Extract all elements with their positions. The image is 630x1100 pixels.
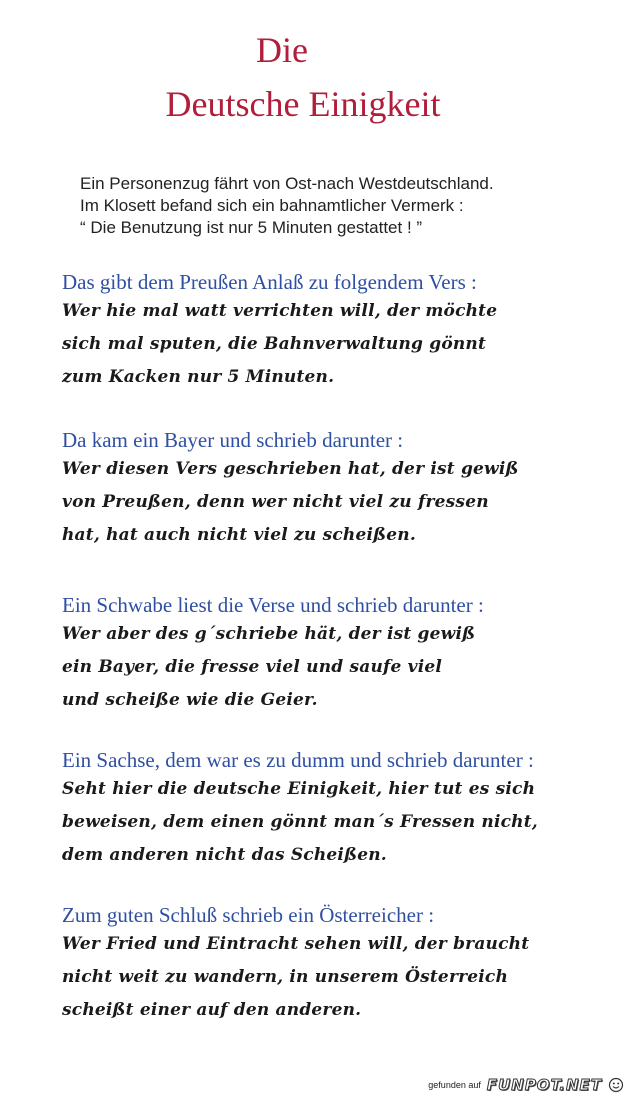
section-heading: Da kam ein Bayer und schrieb darunter :	[62, 428, 404, 452]
title-line-2: Deutsche Einigkeit	[165, 84, 441, 124]
title-line-1: Die	[256, 30, 308, 70]
verse-line: scheißt einer auf den anderen.	[62, 1000, 362, 1020]
section-heading: Zum guten Schluß schrieb ein Österreicher :	[62, 903, 435, 927]
brand-logo[interactable]: FUNPOT.NET	[486, 1076, 602, 1094]
section-heading: Ein Sachse, dem war es zu dumm und schrieb darunter :	[62, 748, 534, 772]
verse-line: dem anderen nicht das Scheißen.	[62, 845, 387, 865]
verse-line: Wer aber des g´schriebe hät, der ist gewiß	[62, 624, 476, 644]
section-schwabe	[62, 593, 484, 717]
verse-line: Wer Fried und Eintracht sehen will, der braucht	[62, 934, 530, 954]
watermark-footer	[428, 1076, 624, 1094]
verse-line: nicht weit zu wandern, in unserem Österreich	[62, 967, 509, 987]
verse-line: sich mal sputen, die Bahnverwaltung gönnt	[62, 334, 487, 354]
verse-line: von Preußen, denn wer nicht viel zu fressen	[62, 492, 489, 512]
found-on-label: gefunden auf	[428, 1080, 481, 1090]
verse-line: Wer hie mal watt verrichten will, der möchte	[62, 301, 498, 321]
section-oesterreicher	[62, 903, 529, 1027]
section-heading: Ein Schwabe liest die Verse und schrieb darunter :	[62, 593, 484, 617]
intro-block	[80, 173, 494, 239]
verse	[62, 295, 497, 394]
intro-line: “ Die Benutzung ist nur 5 Minuten gestattet ! ”	[80, 218, 423, 237]
verse-line: hat, hat auch nicht viel zu scheißen.	[62, 525, 416, 545]
intro-line: Im Klosett befand sich ein bahnamtlicher Vermerk :	[80, 196, 464, 215]
section-heading: Das gibt dem Preußen Anlaß zu folgendem Vers :	[62, 270, 477, 294]
verse-line: und scheiße wie die Geier.	[62, 690, 318, 710]
verse-line: beweisen, dem einen gönnt man´s Fressen nicht,	[62, 812, 538, 832]
section-sachse	[62, 748, 538, 872]
verse	[62, 618, 484, 717]
section-bayer	[62, 428, 519, 552]
verse	[62, 773, 538, 872]
intro-line: Ein Personenzug fährt von Ost-nach Westdeutschland.	[80, 174, 494, 193]
verse	[62, 928, 529, 1027]
verse-line: Wer diesen Vers geschrieben hat, der ist gewiß	[62, 459, 519, 479]
verse-line: zum Kacken nur 5 Minuten.	[62, 367, 335, 387]
section-preusse	[62, 270, 497, 394]
verse-line: ein Bayer, die fresse viel und saufe viel	[62, 657, 443, 677]
verse	[62, 453, 519, 552]
smiley-icon	[608, 1077, 624, 1093]
verse-line: Seht hier die deutsche Einigkeit, hier tut es sich	[62, 779, 536, 799]
